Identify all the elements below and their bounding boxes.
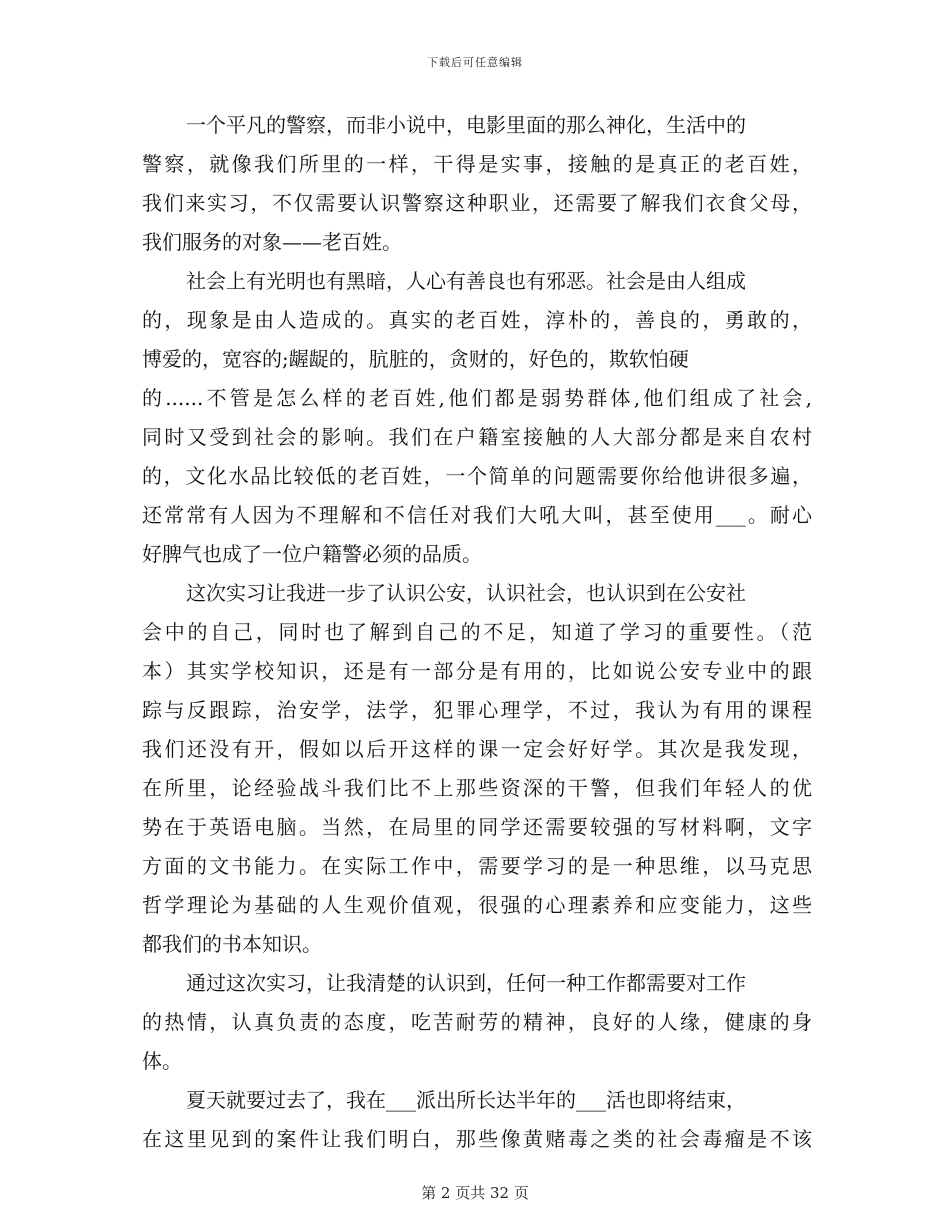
text-line: 都我们的书本知识。	[142, 932, 322, 956]
text-line: 好脾气也成了一位户籍警必须的品质。	[142, 542, 482, 566]
text-line: 体。	[142, 1049, 182, 1073]
text-line: 这次实习让我进一步了认识公安，认识社会，也认识到在公安社	[186, 581, 746, 605]
text-line: 在这里见到的案件让我们明白，那些像黄赌毒之类的社会毒瘤是不该	[142, 1127, 812, 1151]
text-line: 我们服务的对象——老百姓。	[142, 230, 402, 254]
text-line: 同时又受到社会的影响。我们在户籍室接触的人大部分都是来自农村	[142, 425, 812, 449]
text-line: 方面的文书能力。在实际工作中，需要学习的是一种思维，以马克思	[142, 854, 812, 878]
text-line: 一个平凡的警察，而非小说中，电影里面的那么神化，生活中的	[186, 113, 746, 137]
text-line: 的热情，认真负责的态度，吃苦耐劳的精神，良好的人缘，健康的身	[142, 1010, 812, 1034]
text-line: 的......不管是怎么样的老百姓,他们都是弱势群体,他们组成了社会,	[142, 386, 812, 410]
text-line: 踪与反跟踪，治安学，法学，犯罪心理学，不过，我认为有用的课程	[142, 698, 812, 722]
text-line: 哲学理论为基础的人生观价值观，很强的心理素养和应变能力，这些	[142, 893, 812, 917]
text-line: 的，文化水品比较低的老百姓，一个简单的问题需要你给他讲很多遍，	[142, 464, 812, 488]
text-line: 我们还没有开，假如以后开这样的课一定会好好学。其次是我发现，	[142, 737, 812, 761]
text-line: 博爱的，宽容的;龌龊的，肮脏的，贪财的，好色的，欺软怕硬	[142, 347, 689, 371]
page-header: 下载后可任意编辑	[427, 56, 523, 69]
text-line: 通过这次实习，让我清楚的认识到，任何一种工作都需要对工作	[186, 971, 746, 995]
text-line: 的，现象是由人造成的。真实的老百姓，淳朴的，善良的，勇敢的，	[142, 308, 812, 332]
text-line: 会中的自己，同时也了解到自己的不足，知道了学习的重要性。（范	[142, 620, 812, 644]
page-footer: 第 2 页共 32 页	[421, 1184, 529, 1202]
text-line: 本）其实学校知识，还是有一部分是有用的，比如说公安专业中的跟	[142, 659, 812, 683]
text-line: 还常常有人因为不理解和不信任对我们大吼大叫，甚至使用___。耐心	[142, 503, 812, 527]
text-line: 我们来实习，不仅需要认识警察这种职业，还需要了解我们衣食父母，	[142, 191, 812, 215]
text-line: 社会上有光明也有黑暗，人心有善良也有邪恶。社会是由人组成	[186, 269, 746, 293]
text-line: 警察，就像我们所里的一样，干得是实事，接触的是真正的老百姓，	[142, 152, 812, 176]
text-line: 势在于英语电脑。当然，在局里的同学还需要较强的写材料啊，文字	[142, 815, 812, 839]
document-body	[142, 106, 812, 1159]
text-line: 在所里，论经验战斗我们比不上那些资深的干警，但我们年轻人的优	[142, 776, 812, 800]
text-line: 夏天就要过去了，我在___派出所长达半年的___活也即将结束，	[186, 1088, 746, 1112]
